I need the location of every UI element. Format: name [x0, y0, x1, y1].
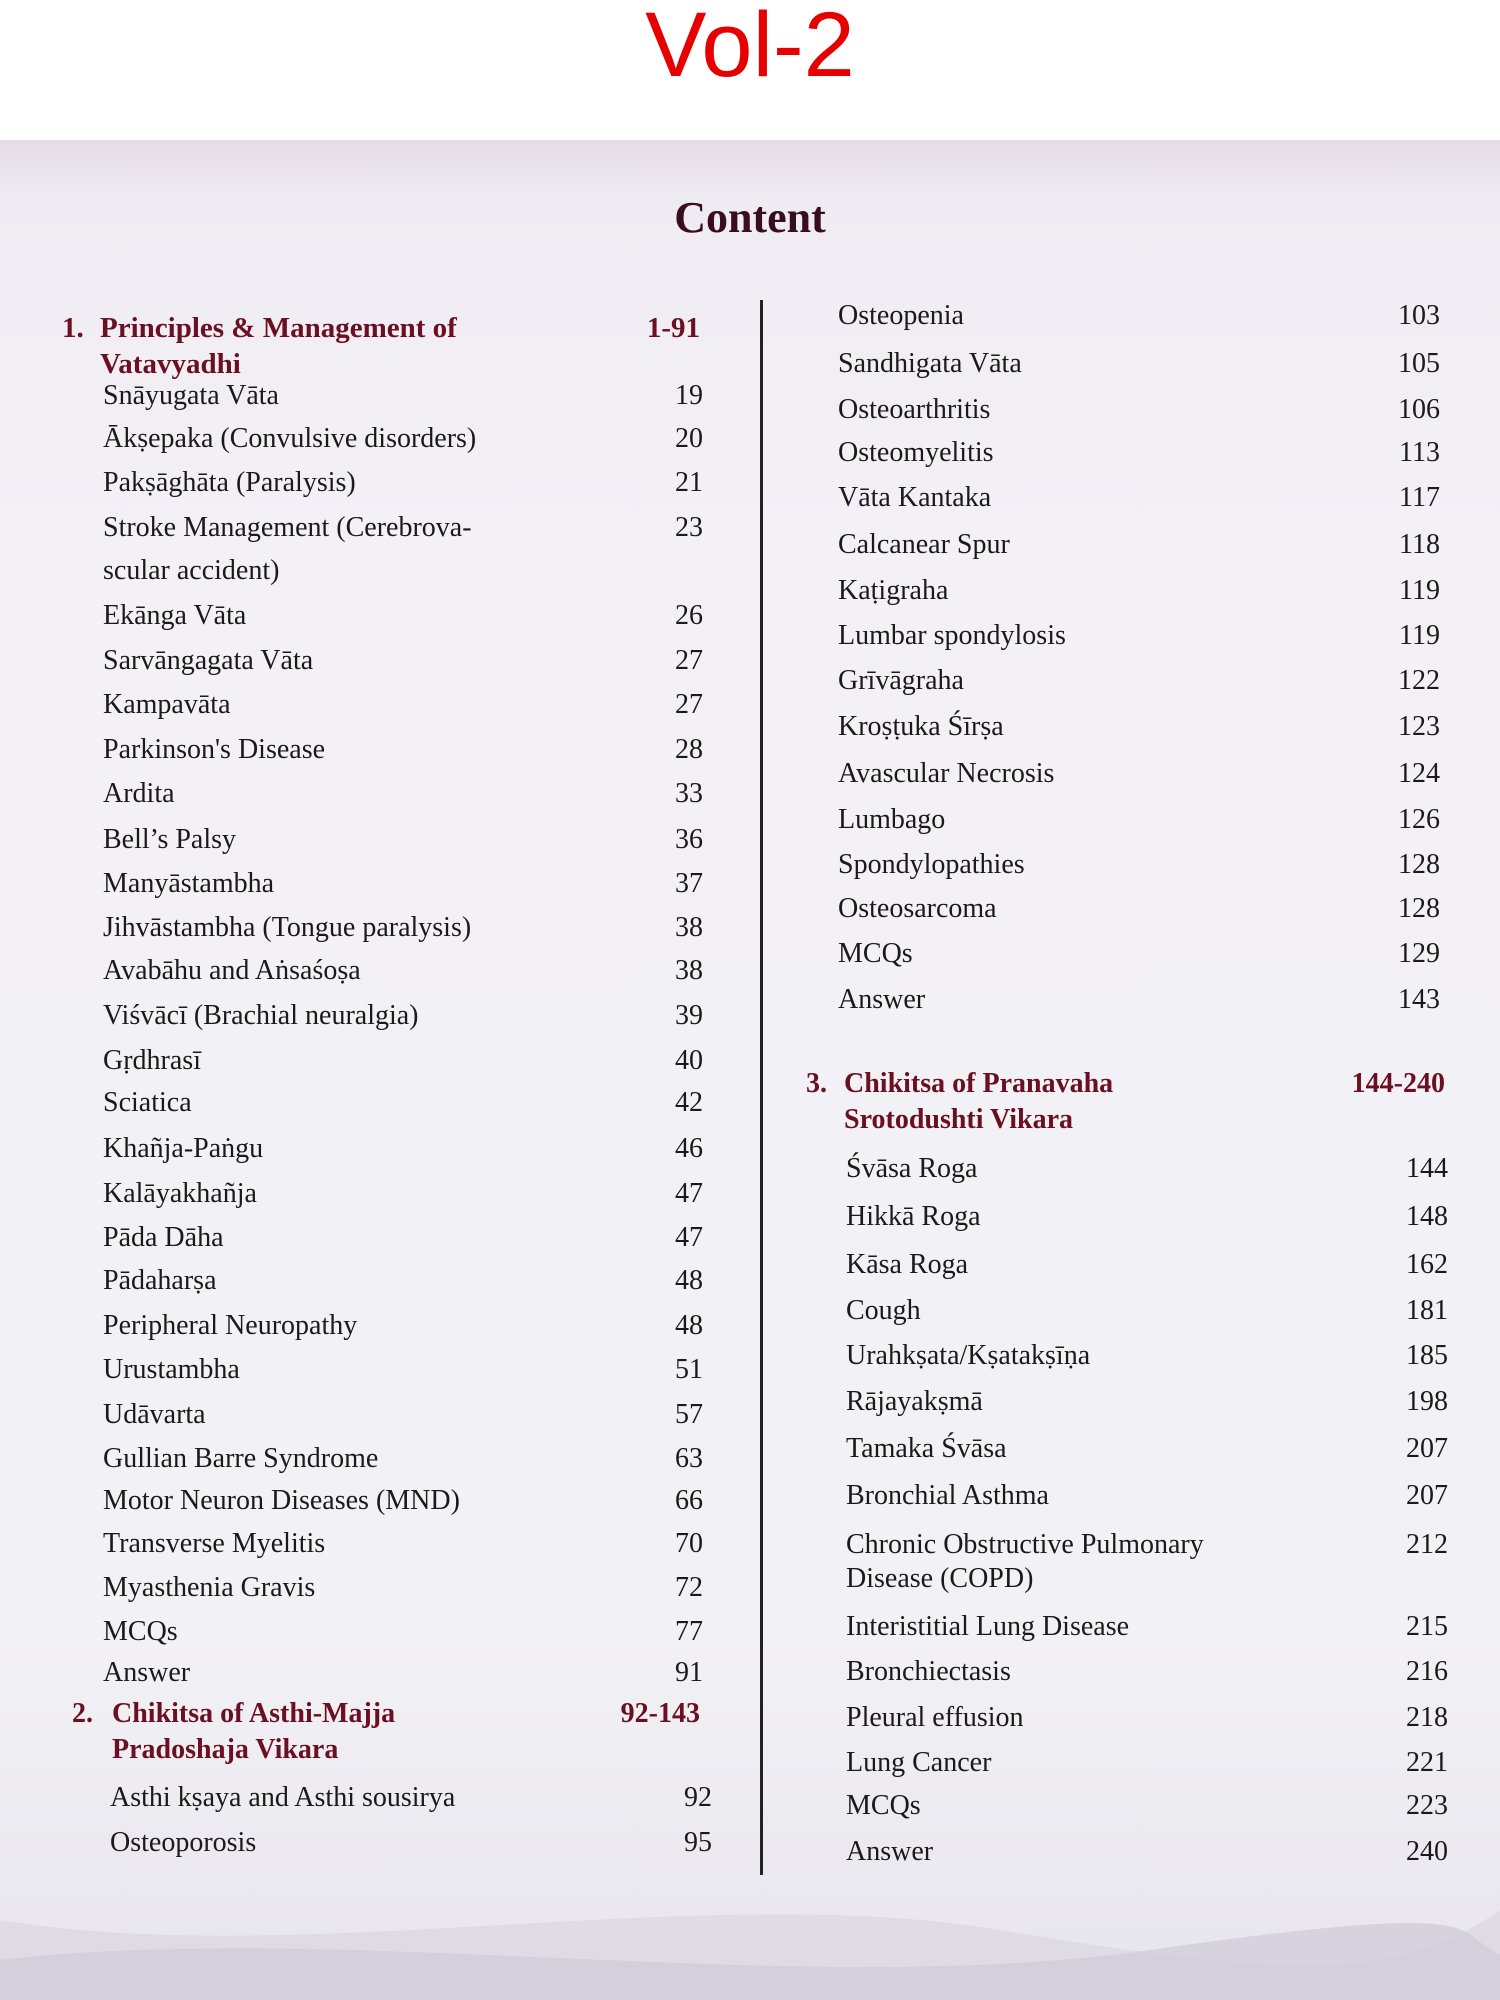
toc-entry-page: 21 [675, 467, 703, 498]
toc-entry-title: Bronchial Asthma [846, 1480, 1049, 1511]
toc-entry-page: 66 [675, 1485, 703, 1516]
toc-entry-page: 46 [675, 1133, 703, 1164]
toc-entry-title: Pakṣāghāta (Paralysis) [103, 467, 356, 498]
section-number: 1. [62, 312, 84, 344]
toc-entry-page: 106 [1398, 394, 1440, 425]
section-number: 3. [806, 1068, 827, 1099]
toc-entry-title: Rājayakṣmā [846, 1386, 983, 1417]
toc-entry-title: Peripheral Neuropathy [103, 1310, 358, 1341]
toc-entry-page: 48 [675, 1310, 703, 1341]
toc-entry-title: Disease (COPD) [846, 1563, 1034, 1594]
toc-entry-page: 119 [1399, 620, 1440, 651]
toc-entry-title: Lumbago [838, 804, 946, 835]
toc-entry-page: 113 [1399, 437, 1440, 468]
toc-entry-page: 23 [675, 512, 703, 543]
toc-entry-title: Ākṣepaka (Convulsive disorders) [103, 423, 477, 454]
section-title: Srotodushti Vikara [844, 1104, 1073, 1135]
toc-entry-page: 223 [1406, 1790, 1448, 1821]
toc-entry-title: Cough [846, 1295, 921, 1326]
toc-entry-page: 33 [675, 778, 703, 809]
toc-entry-title: Stroke Management (Cerebrova- [103, 512, 472, 543]
toc-entry-title: Sciatica [103, 1087, 192, 1118]
toc-entry-page: 117 [1399, 482, 1440, 513]
toc-entry-title: Kalāyakhañja [103, 1178, 257, 1209]
toc-entry-page: 70 [675, 1528, 703, 1559]
toc-entry-title: MCQs [103, 1616, 178, 1647]
toc-entry-page: 19 [675, 380, 703, 411]
toc-entry-page: 27 [675, 645, 703, 676]
toc-entry-title: Śvāsa Roga [846, 1153, 978, 1184]
toc-entry-page: 72 [675, 1572, 703, 1603]
toc-entry-title: Urahkṣata/Kṣatakṣīṇa [846, 1340, 1091, 1371]
toc-entry-title: Vāta Kantaka [838, 482, 992, 513]
toc-entry-page: 77 [675, 1616, 703, 1647]
toc-entry-title: Urustambha [103, 1354, 240, 1385]
toc-entry-page: 218 [1406, 1702, 1448, 1733]
toc-entry-page: 38 [675, 912, 703, 943]
section-page-range: 1-91 [646, 312, 700, 344]
toc-entry-page: 27 [675, 689, 703, 720]
toc-entry-page: 91 [675, 1657, 703, 1688]
section-title: Pradoshaja Vikara [112, 1734, 339, 1765]
toc-entry-title: Ekānga Vāta [103, 600, 247, 631]
toc-entry-page: 198 [1406, 1386, 1448, 1417]
toc-entry-page: 118 [1399, 529, 1440, 560]
toc-entry-page: 57 [675, 1399, 703, 1430]
toc-entry-title: Kroṣṭuka Śīrṣa [838, 711, 1004, 742]
toc-entry-page: 212 [1406, 1529, 1448, 1560]
toc-entry-title: Jihvāstambha (Tongue paralysis) [103, 912, 472, 943]
toc-entry-page: 128 [1398, 893, 1440, 924]
toc-entry-page: 221 [1406, 1747, 1448, 1778]
section-page-range: 144-240 [1351, 1068, 1445, 1099]
toc-entry-title: MCQs [838, 938, 913, 969]
toc-entry-title: Lung Cancer [846, 1747, 992, 1778]
toc-entry-page: 162 [1406, 1249, 1448, 1280]
toc-entry-page: 215 [1406, 1611, 1448, 1642]
toc-entry-page: 28 [675, 734, 703, 765]
toc-entry-title: Pleural effusion [846, 1702, 1024, 1733]
toc-entry-title: Grīvāgraha [838, 665, 964, 696]
toc-entry-title: Osteoarthritis [838, 394, 991, 425]
contents-page [0, 140, 1500, 2000]
toc-entry-page: 207 [1406, 1480, 1448, 1511]
toc-entry-page: 48 [675, 1265, 703, 1296]
page-title: Content [674, 193, 826, 242]
toc-entry-page: 37 [675, 868, 703, 899]
toc-entry-page: 128 [1398, 849, 1440, 880]
toc-entry-title: Chronic Obstructive Pulmonary [846, 1529, 1204, 1560]
toc-entry-page: 148 [1406, 1201, 1448, 1232]
toc-entry-title: Asthi kṣaya and Asthi sousirya [110, 1782, 456, 1813]
decorative-wave-icon [0, 1860, 1500, 2000]
toc-entry-title: Gullian Barre Syndrome [103, 1443, 379, 1474]
toc-entry-title: Pāda Dāha [103, 1222, 224, 1253]
volume-label: Vol-2 [645, 0, 855, 96]
toc-entry-title: Lumbar spondylosis [838, 620, 1066, 651]
toc-entry-title: Pādaharṣa [103, 1265, 217, 1296]
toc-entry-title: Answer [838, 984, 926, 1015]
toc-entry-title: Kaṭigraha [838, 575, 949, 606]
toc-entry-title: Avascular Necrosis [838, 758, 1055, 789]
toc-entry-title: Osteoporosis [110, 1827, 257, 1858]
section-title: Chikitsa of Asthi-Majja [112, 1698, 396, 1729]
toc-entry-title: Kampavāta [103, 689, 231, 720]
toc-entry-title: Udāvarta [103, 1399, 206, 1430]
toc-entry-title: Avabāhu and Aṅsaśoṣa [103, 955, 361, 986]
toc-entry-page: 119 [1399, 575, 1440, 606]
toc-entry-title: Sandhigata Vāta [838, 348, 1022, 379]
toc-entry-page: 144 [1406, 1153, 1448, 1184]
toc-entry-title: Sarvāngagata Vāta [103, 645, 314, 676]
toc-entry-page: 26 [675, 600, 703, 631]
toc-entry-title: Tamaka Śvāsa [846, 1433, 1007, 1464]
toc-entry-page: 123 [1398, 711, 1440, 742]
toc-entry-title: Parkinson's Disease [103, 734, 326, 765]
toc-entry-page: 20 [675, 423, 703, 454]
toc-entry-page: 47 [675, 1222, 703, 1253]
toc-entry-page: 51 [675, 1354, 703, 1385]
toc-entry-page: 92 [684, 1782, 712, 1813]
toc-entry-title: Motor Neuron Diseases (MND) [103, 1485, 460, 1516]
toc-entry-title: Myasthenia Gravis [103, 1572, 316, 1603]
toc-entry-page: 216 [1406, 1656, 1448, 1687]
toc-entry-title: Viśvācī (Brachial neuralgia) [103, 1000, 419, 1031]
toc-entry-title: Snāyugata Vāta [103, 380, 279, 411]
toc-entry-title: Manyāstambha [103, 868, 275, 899]
toc-entry-page: 129 [1398, 938, 1440, 969]
toc-entry-page: 207 [1406, 1433, 1448, 1464]
toc-entry-title: Answer [846, 1836, 934, 1867]
toc-entry-title: Transverse Myelitis [103, 1528, 326, 1559]
section-title: Principles & Management of [100, 312, 457, 344]
section-title: Vatavyadhi [100, 348, 241, 380]
toc-entry-title: Bronchiectasis [846, 1656, 1011, 1687]
toc-entry-title: Calcanear Spur [838, 529, 1010, 560]
toc-entry-page: 39 [675, 1000, 703, 1031]
toc-entry-page: 63 [675, 1443, 703, 1474]
toc-entry-page: 124 [1398, 758, 1440, 789]
toc-entry-page: 47 [675, 1178, 703, 1209]
toc-entry-page: 143 [1398, 984, 1440, 1015]
toc-entry-title: Hikkā Roga [846, 1201, 981, 1232]
toc-entry-title: Osteosarcoma [838, 893, 997, 924]
toc-entry-title: Spondylopathies [838, 849, 1025, 880]
section-number: 2. [72, 1698, 93, 1729]
toc-entry-title: Kāsa Roga [846, 1249, 969, 1280]
toc-entry-title: Khañja-Paṅgu [103, 1133, 264, 1164]
toc-entry-page: 185 [1406, 1340, 1448, 1371]
toc-entry-title: Osteomyelitis [838, 437, 994, 468]
toc-entry-title: Osteopenia [838, 300, 964, 331]
toc-entry-title: Bell’s Palsy [103, 824, 237, 855]
toc-entry-page: 42 [675, 1087, 703, 1118]
toc-entry-title: Answer [103, 1657, 191, 1688]
toc-entry-page: 105 [1398, 348, 1440, 379]
toc-entry-title: MCQs [846, 1790, 921, 1821]
toc-entry-title: Interistitial Lung Disease [846, 1611, 1130, 1642]
toc-entry-page: 240 [1406, 1836, 1448, 1867]
toc-entry-page: 126 [1398, 804, 1440, 835]
toc-entry-page: 36 [675, 824, 703, 855]
toc-entry-page: 181 [1406, 1295, 1448, 1326]
toc-entry-title: Ardita [103, 778, 175, 809]
section-title: Chikitsa of Pranavaha [844, 1068, 1114, 1099]
toc-entry-page: 122 [1398, 665, 1440, 696]
toc-entry-page: 103 [1398, 300, 1440, 331]
toc-entry-page: 38 [675, 955, 703, 986]
column-divider [760, 300, 763, 1875]
toc-entry-page: 40 [675, 1045, 703, 1076]
toc-entry-title: Gṛdhrasī [103, 1045, 201, 1076]
section-page-range: 92-143 [620, 1698, 700, 1729]
toc-entry-title: scular accident) [103, 555, 280, 586]
toc-entry-page: 95 [684, 1827, 712, 1858]
